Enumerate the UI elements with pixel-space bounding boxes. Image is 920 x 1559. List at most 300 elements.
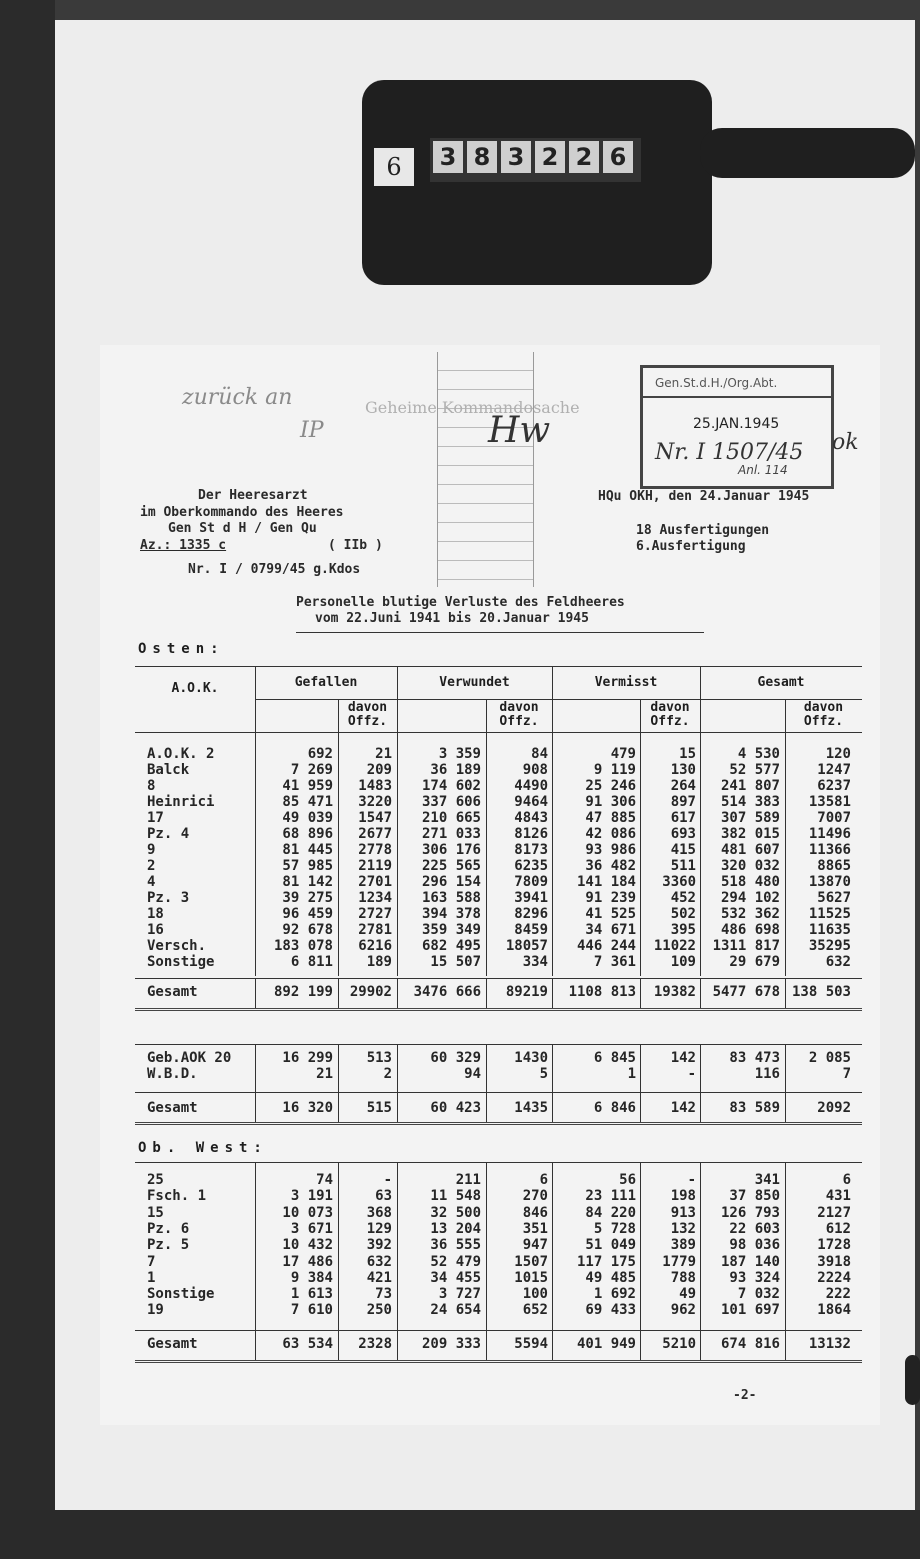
cell-gesamt-offz: 222 [825, 1286, 851, 1303]
cell-gesamt: 116 [754, 1066, 780, 1082]
cell-row-label: Pz. 4 [147, 826, 190, 842]
cell-vermisst: 56 [619, 1172, 636, 1188]
cell-row-label: 2 [147, 858, 156, 874]
cell-gesamt-offz: 11366 [808, 842, 851, 858]
cell-vermisst: 41 525 [585, 906, 636, 922]
cell-gesamt-offz: 3918 [817, 1253, 851, 1270]
cell-row-label: 18 [147, 906, 164, 922]
cell-verwundet-offz: 8126 [514, 826, 548, 842]
frame-counter [362, 80, 712, 285]
cell-gefallen: 10 432 [282, 1237, 333, 1254]
cell-vermisst: 91 239 [585, 890, 636, 906]
counter-digit: 2 [569, 141, 599, 173]
cell-gesamt-offz: 8865 [817, 858, 851, 874]
sender-line-1: Der Heeresarzt [198, 488, 308, 503]
cell-verwundet: 225 565 [421, 858, 481, 874]
cell-vermisst: 36 482 [585, 858, 636, 874]
total-verwundet-offz: 1435 [514, 1100, 548, 1116]
cell-verwundet-offz: 84 [531, 746, 548, 762]
cell-gesamt-offz: 6 [842, 1172, 851, 1188]
total-vermisst-offz: 142 [670, 1100, 696, 1116]
counter-digit: 8 [467, 141, 497, 173]
col-vermisst: Vermisst [594, 675, 658, 690]
cell-row-label: 19 [147, 1302, 164, 1319]
cell-vermisst-offz: 511 [670, 858, 696, 874]
cell-vermisst-offz: 389 [670, 1237, 696, 1254]
cell-row-label: 17 [147, 810, 164, 826]
cell-vermisst: 84 220 [585, 1204, 636, 1221]
cell-vermisst-offz: 142 [670, 1050, 696, 1066]
cell-gesamt-offz: 2127 [817, 1204, 851, 1221]
cell-gefallen-offz: 129 [366, 1220, 392, 1237]
cell-verwundet-offz: 3941 [514, 890, 548, 906]
cell-vermisst: 6 845 [593, 1050, 636, 1066]
cell-gefallen: 81 142 [282, 874, 333, 890]
cell-gesamt-offz: 7 [842, 1066, 851, 1082]
cell-verwundet-offz: 270 [522, 1188, 548, 1205]
cell-vermisst-offz: 11022 [653, 938, 696, 954]
total-gefallen: 892 199 [273, 984, 333, 1000]
handwritten-initials: Hw [488, 410, 551, 451]
cell-vermisst: 446 244 [576, 938, 636, 954]
cell-gesamt: 294 102 [720, 890, 780, 906]
cell-verwundet: 36 555 [430, 1237, 481, 1254]
film-border-left [0, 0, 55, 1559]
cell-vermisst-offz: 897 [670, 794, 696, 810]
total-vermisst-offz: 19382 [653, 984, 696, 1000]
cell-gesamt: 514 383 [720, 794, 780, 810]
cell-vermisst: 479 [610, 746, 636, 762]
cell-gefallen: 57 985 [282, 858, 333, 874]
cell-gesamt: 7 032 [737, 1286, 780, 1303]
cell-gesamt: 101 697 [720, 1302, 780, 1319]
handwritten-note-2: IP [300, 418, 324, 443]
cell-gesamt: 1311 817 [712, 938, 780, 954]
cell-gesamt-offz: 2 085 [808, 1050, 851, 1066]
cell-gefallen-offz: 1547 [358, 810, 392, 826]
total-gesamt-offz: 138 503 [791, 984, 851, 1000]
cell-gefallen: 6 811 [290, 954, 333, 970]
cell-verwundet-offz: 8296 [514, 906, 548, 922]
faded-stamp-text: Geheime Kommandosache [365, 398, 580, 417]
cell-vermisst-offz: 452 [670, 890, 696, 906]
cell-gefallen: 39 275 [282, 890, 333, 906]
stamp-anl: Anl. 114 [738, 463, 788, 477]
cell-row-label: Sonstige [147, 1286, 215, 1303]
cell-verwundet: 94 [464, 1066, 481, 1082]
cell-verwundet-offz: 8459 [514, 922, 548, 938]
cell-gesamt: 126 793 [720, 1204, 780, 1221]
place-date: HQu OKH, den 24.Januar 1945 [598, 489, 810, 504]
cell-gefallen-offz: 73 [375, 1286, 392, 1303]
cell-vermisst-offz: 617 [670, 810, 696, 826]
total-verwundet-offz: 5594 [514, 1336, 548, 1352]
cell-gesamt: 83 473 [729, 1050, 780, 1066]
total-gesamt: 674 816 [720, 1336, 780, 1352]
stamp-number: Nr. I 1507/45 [655, 440, 804, 465]
cell-verwundet: 271 033 [421, 826, 481, 842]
total-vermisst: 6 846 [593, 1100, 636, 1116]
cell-verwundet-offz: 4843 [514, 810, 548, 826]
cell-verwundet-offz: 334 [522, 954, 548, 970]
cell-gefallen-offz: 63 [375, 1188, 392, 1205]
cell-verwundet-offz: 100 [522, 1286, 548, 1303]
cell-verwundet: 296 154 [421, 874, 481, 890]
cell-gefallen: 3 191 [290, 1188, 333, 1205]
cell-gesamt-offz: 7007 [817, 810, 851, 826]
cell-verwundet: 3 359 [438, 746, 481, 762]
cell-vermisst-offz: 415 [670, 842, 696, 858]
cell-gefallen-offz: 421 [366, 1269, 392, 1286]
film-border-bottom [0, 1510, 920, 1559]
cell-row-label: Balck [147, 762, 190, 778]
cell-vermisst-offz: 49 [679, 1286, 696, 1303]
cell-gesamt-offz: 1728 [817, 1237, 851, 1254]
cell-vermisst: 69 433 [585, 1302, 636, 1319]
col-davon: davon [499, 700, 539, 715]
cell-gesamt-offz: 1864 [817, 1302, 851, 1319]
cell-row-label: A.O.K. 2 [147, 746, 215, 762]
cell-row-label: 4 [147, 874, 156, 890]
cell-gesamt-offz: 11496 [808, 826, 851, 842]
cell-verwundet: 211 [455, 1172, 481, 1188]
cell-gefallen: 16 299 [282, 1050, 333, 1066]
cell-gesamt: 307 589 [720, 810, 780, 826]
cell-gesamt: 532 362 [720, 906, 780, 922]
cell-vermisst: 9 119 [593, 762, 636, 778]
col-offz: Offz. [650, 714, 690, 729]
cell-gefallen: 1 613 [290, 1286, 333, 1303]
total-gesamt-offz: 13132 [808, 1336, 851, 1352]
cell-verwundet-offz: 4490 [514, 778, 548, 794]
cell-gefallen: 92 678 [282, 922, 333, 938]
total-vermisst: 1108 813 [568, 984, 636, 1000]
cell-row-label: W.B.D. [147, 1066, 198, 1082]
handwritten-note: zurück an [182, 385, 293, 410]
cell-row-label: Pz. 6 [147, 1220, 190, 1237]
cell-gefallen: 21 [316, 1066, 333, 1082]
cell-gesamt-offz: 431 [825, 1188, 851, 1205]
cell-row-label: Geb.AOK 20 [147, 1050, 232, 1066]
counter-digit: 2 [535, 141, 565, 173]
counter-digit: 3 [501, 141, 531, 173]
cell-gefallen-offz: 3220 [358, 794, 392, 810]
cell-gesamt-offz: 6237 [817, 778, 851, 794]
total-gefallen-offz: 515 [366, 1100, 392, 1116]
cell-vermisst: 1 [627, 1066, 636, 1082]
cell-gefallen: 692 [307, 746, 333, 762]
total-vermisst: 401 949 [576, 1336, 636, 1352]
cell-vermisst: 7 361 [593, 954, 636, 970]
cell-gesamt-offz: 632 [825, 954, 851, 970]
cell-verwundet-offz: 6 [539, 1172, 548, 1188]
col-davon: davon [347, 700, 388, 715]
total-gefallen: 16 320 [282, 1100, 333, 1116]
cell-gesamt: 382 015 [720, 826, 780, 842]
cell-gefallen: 41 959 [282, 778, 333, 794]
total-gesamt: 83 589 [729, 1100, 780, 1116]
cell-gefallen-offz: 1483 [358, 778, 392, 794]
counter-digits [430, 138, 641, 182]
cell-verwundet-offz: 652 [522, 1302, 548, 1319]
cell-gefallen: 10 073 [282, 1204, 333, 1221]
total-vermisst-offz: 5210 [662, 1336, 696, 1352]
registry-stamp [640, 365, 834, 489]
cell-verwundet: 24 654 [430, 1302, 481, 1319]
cell-gesamt-offz: 13870 [808, 874, 851, 890]
cell-gefallen-offz: 6216 [358, 938, 392, 954]
cell-verwundet-offz: 1507 [514, 1253, 548, 1270]
cell-row-label: Pz. 3 [147, 890, 190, 906]
cell-gefallen: 68 896 [282, 826, 333, 842]
cell-verwundet-offz: 908 [522, 762, 548, 778]
cell-vermisst-offz: 962 [670, 1302, 696, 1319]
col-aok: A.O.K. [171, 681, 219, 696]
cell-row-label: Pz. 5 [147, 1237, 190, 1254]
cell-verwundet: 359 349 [421, 922, 481, 938]
cell-gefallen: 183 078 [273, 938, 333, 954]
cell-gesamt-offz: 5627 [817, 890, 851, 906]
cell-vermisst: 141 184 [576, 874, 636, 890]
section-ob-west: Ob. West: [138, 1140, 268, 1156]
cell-gesamt-offz: 11635 [808, 922, 851, 938]
total-gesamt-offz: 2092 [817, 1100, 851, 1116]
cell-gefallen-offz: 189 [366, 954, 392, 970]
cell-vermisst: 34 671 [585, 922, 636, 938]
cell-gesamt-offz: 1247 [817, 762, 851, 778]
cell-gesamt-offz: 35295 [808, 938, 851, 954]
cell-gesamt-offz: 11525 [808, 906, 851, 922]
cell-verwundet: 682 495 [421, 938, 481, 954]
cell-verwundet: 52 479 [430, 1253, 481, 1270]
cell-verwundet-offz: 6235 [514, 858, 548, 874]
counter-cable [700, 128, 915, 178]
sender-line-3: Gen St d H / Gen Qu [168, 521, 317, 536]
total-row-label: Gesamt [147, 984, 198, 1000]
cell-verwundet-offz: 5 [539, 1066, 548, 1082]
total-verwundet: 209 333 [421, 1336, 481, 1352]
cell-vermisst: 23 111 [585, 1188, 636, 1205]
cell-vermisst-offz: 502 [670, 906, 696, 922]
cell-gefallen-offz: 250 [366, 1302, 392, 1319]
cell-gesamt: 4 530 [737, 746, 780, 762]
total-verwundet: 60 423 [430, 1100, 481, 1116]
cell-verwundet: 32 500 [430, 1204, 481, 1221]
routing-grid-stamp [437, 352, 534, 587]
cell-vermisst-offz: - [687, 1066, 696, 1082]
cell-vermisst: 117 175 [576, 1253, 636, 1270]
total-gefallen-offz: 2328 [358, 1336, 392, 1352]
counter-digit: 6 [603, 141, 633, 173]
cell-gefallen: 17 486 [282, 1253, 333, 1270]
cell-gesamt: 29 679 [729, 954, 780, 970]
total-row-label: Gesamt [147, 1336, 198, 1352]
document-title-period: vom 22.Juni 1941 bis 20.Januar 1945 [315, 611, 589, 626]
copy-count: 18 Ausfertigungen [636, 523, 770, 538]
stamp-date: 25.JAN.1945 [693, 416, 780, 432]
col-offz: Offz. [499, 714, 539, 729]
cell-vermisst: 42 086 [585, 826, 636, 842]
cell-vermisst-offz: 913 [670, 1204, 696, 1221]
cell-gesamt: 518 480 [720, 874, 780, 890]
section-osten: Osten: [138, 641, 225, 657]
cell-gefallen: 81 445 [282, 842, 333, 858]
col-davon: davon [803, 700, 844, 715]
cell-row-label: 1 [147, 1269, 156, 1286]
cell-vermisst-offz: 693 [670, 826, 696, 842]
cell-gefallen: 85 471 [282, 794, 333, 810]
cell-vermisst: 1 692 [593, 1286, 636, 1303]
document-title: Personelle blutige Verluste des Feldheeres [296, 595, 625, 610]
cell-gesamt-offz: 13581 [808, 794, 851, 810]
cell-verwundet: 13 204 [430, 1220, 481, 1237]
cell-gesamt: 98 036 [729, 1237, 780, 1254]
cell-gesamt: 341 [754, 1172, 780, 1188]
cell-vermisst: 47 885 [585, 810, 636, 826]
cell-gefallen-offz: 209 [366, 762, 392, 778]
col-gesamt: Gesamt [757, 675, 805, 690]
cell-gefallen-offz: 2119 [358, 858, 392, 874]
cell-vermisst-offz: - [687, 1172, 696, 1188]
cell-verwundet-offz: 7809 [514, 874, 548, 890]
cell-gefallen: 7 610 [290, 1302, 333, 1319]
cell-verwundet-offz: 9464 [514, 794, 548, 810]
cell-verwundet: 60 329 [430, 1050, 481, 1066]
film-artifact [905, 1355, 920, 1405]
total-row-label: Gesamt [147, 1100, 198, 1116]
cell-verwundet-offz: 947 [522, 1237, 548, 1254]
cell-vermisst-offz: 788 [670, 1269, 696, 1286]
cell-gefallen: 3 671 [290, 1220, 333, 1237]
counter-tag: 6 [374, 148, 414, 186]
cell-vermisst-offz: 1779 [662, 1253, 696, 1270]
col-gefallen: Gefallen [294, 675, 358, 690]
cell-gesamt: 320 032 [720, 858, 780, 874]
cell-vermisst-offz: 132 [670, 1220, 696, 1237]
cell-gesamt-offz: 120 [825, 746, 851, 762]
cell-vermisst-offz: 3360 [662, 874, 696, 890]
cell-verwundet: 15 507 [430, 954, 481, 970]
cell-vermisst: 51 049 [585, 1237, 636, 1254]
cell-row-label: 16 [147, 922, 164, 938]
cell-row-label: 8 [147, 778, 156, 794]
cell-verwundet: 174 602 [421, 778, 481, 794]
cell-row-label: 7 [147, 1253, 156, 1270]
total-gesamt: 5477 678 [712, 984, 780, 1000]
cell-gefallen-offz: 2781 [358, 922, 392, 938]
cell-row-label: 25 [147, 1172, 164, 1188]
cell-gesamt: 37 850 [729, 1188, 780, 1205]
document-number: Nr. I / 0799/45 g.Kdos [188, 562, 361, 577]
cell-verwundet: 11 548 [430, 1188, 481, 1205]
cell-gefallen-offz: 21 [375, 746, 392, 762]
cell-gefallen-offz: 2727 [358, 906, 392, 922]
copy-number: 6.Ausfertigung [636, 539, 746, 554]
cell-vermisst: 93 986 [585, 842, 636, 858]
cell-verwundet: 394 378 [421, 906, 481, 922]
col-davon: davon [650, 700, 690, 715]
cell-verwundet: 36 189 [430, 762, 481, 778]
cell-vermisst: 49 485 [585, 1269, 636, 1286]
cell-gefallen-offz: 392 [366, 1237, 392, 1254]
cell-gesamt: 481 607 [720, 842, 780, 858]
cell-vermisst-offz: 130 [670, 762, 696, 778]
cell-verwundet: 163 588 [421, 890, 481, 906]
cell-gefallen: 7 269 [290, 762, 333, 778]
cell-gesamt: 52 577 [729, 762, 780, 778]
cell-verwundet-offz: 351 [522, 1220, 548, 1237]
cell-gefallen-offz: 2677 [358, 826, 392, 842]
cell-gefallen-offz: 2701 [358, 874, 392, 890]
page-number: -2- [733, 1388, 757, 1403]
cell-gefallen: 74 [316, 1172, 333, 1188]
cell-gesamt: 22 603 [729, 1220, 780, 1237]
cell-vermisst-offz: 15 [679, 746, 696, 762]
stamp-org: Gen.St.d.H./Org.Abt. [655, 376, 778, 390]
cell-gefallen-offz: 2778 [358, 842, 392, 858]
cell-gesamt: 93 324 [729, 1269, 780, 1286]
cell-vermisst: 5 728 [593, 1220, 636, 1237]
total-verwundet: 3476 666 [413, 984, 481, 1000]
cell-verwundet-offz: 8173 [514, 842, 548, 858]
cell-gefallen-offz: 1234 [358, 890, 392, 906]
cell-gefallen-offz: 632 [366, 1253, 392, 1270]
cell-vermisst-offz: 395 [670, 922, 696, 938]
sender-line-2: im Oberkommando des Heeres [140, 505, 344, 520]
cell-gefallen: 9 384 [290, 1269, 333, 1286]
stamp-ok: ok [832, 430, 859, 455]
cell-verwundet: 34 455 [430, 1269, 481, 1286]
cell-gefallen-offz: 513 [366, 1050, 392, 1066]
cell-verwundet: 210 665 [421, 810, 481, 826]
col-offz: Offz. [347, 714, 388, 729]
cell-verwundet: 306 176 [421, 842, 481, 858]
cell-vermisst-offz: 109 [670, 954, 696, 970]
cell-gefallen-offz: 368 [366, 1204, 392, 1221]
cell-verwundet-offz: 846 [522, 1204, 548, 1221]
file-reference-unit: ( IIb ) [328, 538, 383, 553]
total-verwundet-offz: 89219 [505, 984, 548, 1000]
cell-verwundet: 3 727 [438, 1286, 481, 1303]
cell-row-label: Heinrici [147, 794, 215, 810]
cell-gefallen: 96 459 [282, 906, 333, 922]
cell-row-label: Sonstige [147, 954, 215, 970]
total-gefallen-offz: 29902 [349, 984, 392, 1000]
cell-row-label: 9 [147, 842, 156, 858]
cell-gesamt: 241 807 [720, 778, 780, 794]
cell-vermisst: 25 246 [585, 778, 636, 794]
cell-vermisst-offz: 264 [670, 778, 696, 794]
cell-row-label: Fsch. 1 [147, 1188, 207, 1205]
cell-gesamt: 486 698 [720, 922, 780, 938]
cell-verwundet-offz: 1015 [514, 1269, 548, 1286]
cell-gefallen-offz: - [383, 1172, 392, 1188]
cell-gesamt: 187 140 [720, 1253, 780, 1270]
cell-verwundet-offz: 1430 [514, 1050, 548, 1066]
col-verwundet: Verwundet [439, 675, 510, 690]
cell-gefallen: 49 039 [282, 810, 333, 826]
cell-vermisst: 91 306 [585, 794, 636, 810]
cell-gesamt-offz: 2224 [817, 1269, 851, 1286]
cell-gesamt-offz: 612 [825, 1220, 851, 1237]
cell-row-label: 15 [147, 1204, 164, 1221]
cell-verwundet-offz: 18057 [505, 938, 548, 954]
cell-row-label: Versch. [147, 938, 207, 954]
cell-gefallen-offz: 2 [383, 1066, 392, 1082]
counter-digit: 3 [433, 141, 463, 173]
total-gefallen: 63 534 [282, 1336, 333, 1352]
cell-vermisst-offz: 198 [670, 1188, 696, 1205]
